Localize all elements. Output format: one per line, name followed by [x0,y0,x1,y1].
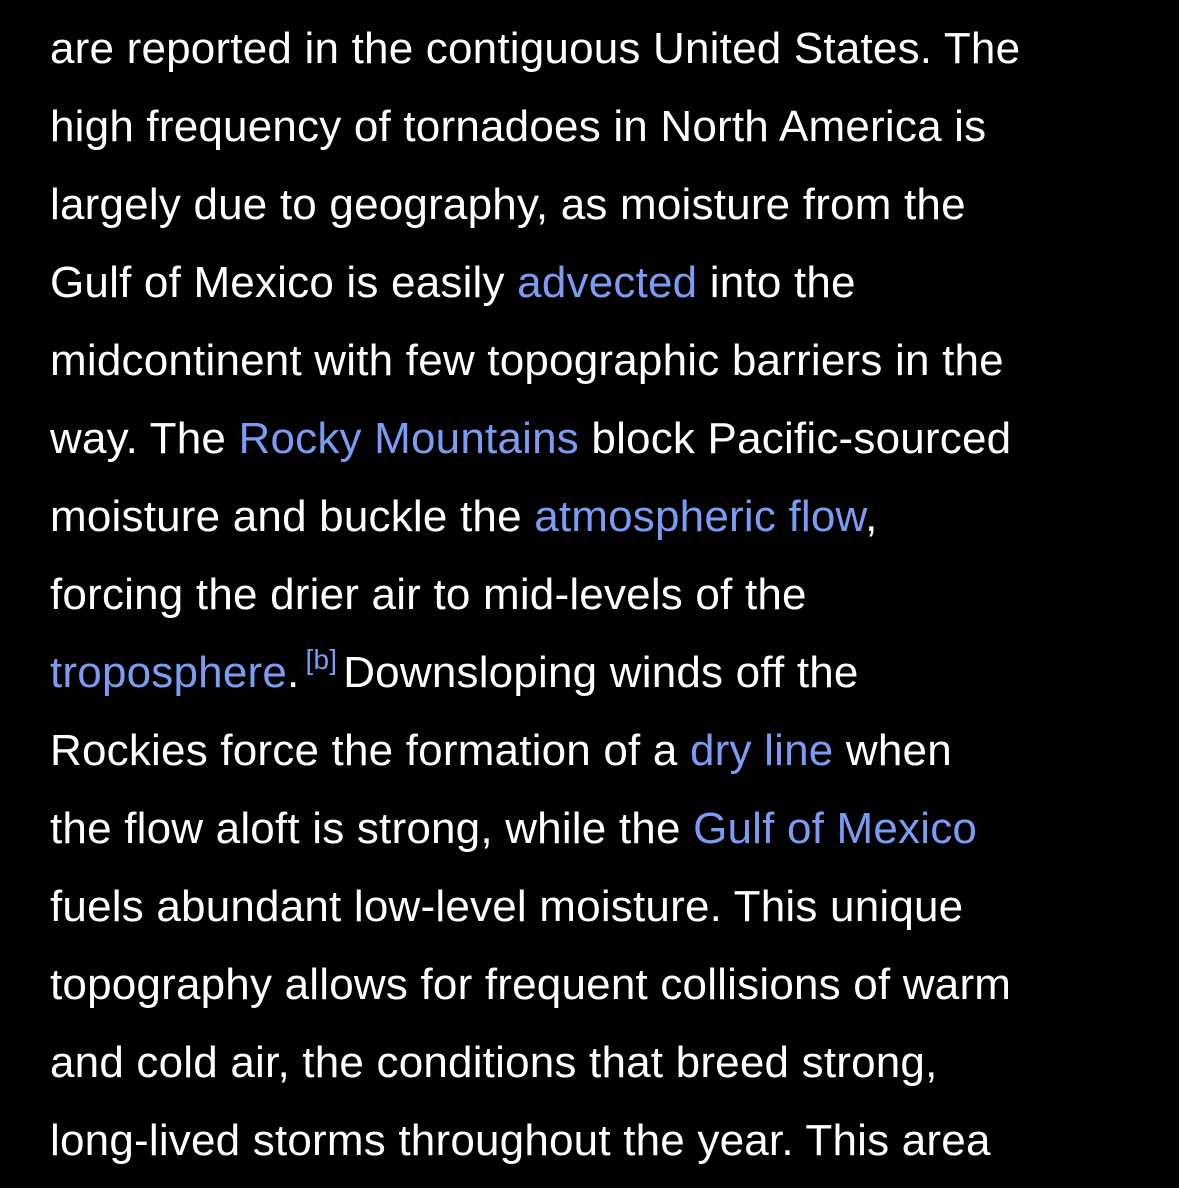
link-gulf-of-mexico[interactable]: Gulf of Mexico [693,804,978,853]
text-run: midcontinent with few topographic barriers in the [50,336,1004,385]
link-dry-line[interactable]: dry line [690,726,834,775]
text-run: Gulf of Mexico is easily [50,258,518,307]
text-line [50,400,1160,478]
text-run: long-lived storms throughout the year. This area [50,1116,991,1165]
text-line [50,1024,1160,1102]
text-run: forcing the drier air to mid-levels of the [50,570,807,619]
link-atmospheric-flow[interactable]: atmospheric flow [534,492,866,541]
text-line [50,712,1160,790]
text-line [50,1102,1160,1180]
text-run: topography allows for frequent collisions of warm [50,960,1012,1009]
text-run: when [833,726,952,775]
text-line [50,322,1160,400]
text-line [50,478,1160,556]
text-line [50,946,1160,1024]
text-line [50,790,1160,868]
text-line [50,88,1160,166]
article-paragraph [50,10,1160,1180]
text-line [50,868,1160,946]
text-run: . [287,648,300,697]
text-run: , [865,492,878,541]
link-troposphere[interactable]: troposphere [50,648,288,697]
text-run: Downsloping winds off the [343,648,859,697]
text-line [50,556,1160,634]
footnote-ref-b[interactable]: [b] [305,644,338,675]
text-run: high frequency of tornadoes in North America is [50,102,987,151]
text-line [50,10,1160,88]
text-run: and cold air, the conditions that breed strong, [50,1038,938,1087]
text-line [50,634,1160,712]
text-line [50,244,1160,322]
link-advected[interactable]: advected [517,258,698,307]
text-run: block Pacific-sourced [578,414,1012,463]
text-run: largely due to geography, as moisture from the [50,180,966,229]
text-line [50,166,1160,244]
text-run: are reported in the contiguous United States. The [50,24,1021,73]
link-rocky-mountains[interactable]: Rocky Mountains [238,414,579,463]
text-run: fuels abundant low-level moisture. This unique [50,882,964,931]
text-run: into the [697,258,856,307]
text-run: moisture and buckle the [50,492,535,541]
text-run: way. The [50,414,239,463]
text-run: Rockies force the formation of a [50,726,691,775]
text-run: the flow aloft is strong, while the [50,804,694,853]
